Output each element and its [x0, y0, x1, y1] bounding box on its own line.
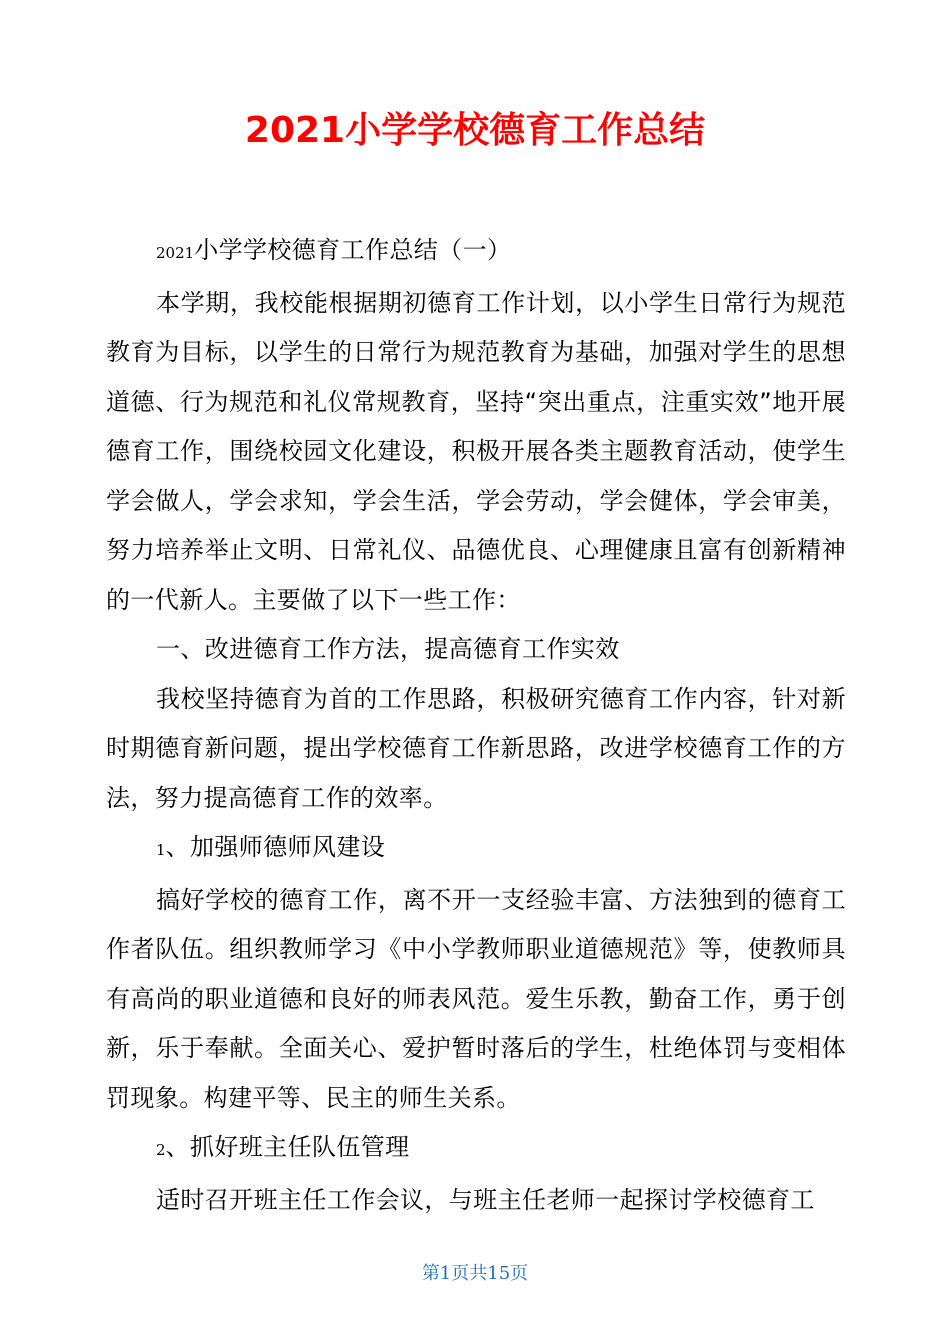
paragraph-intro: 本学期，我校能根据期初德育工作计划，以小学生日常行为规范教育为目标，以学生的日常行为规范教育为基础，加强对学生的思想道德、行为规范和礼仪常规教育，坚持“突出重点，注重实效”地开展德育工作，围绕校园文化建设，积极开展各类主题教育活动，使学生学会做人，学会求知，学会生活，学会劳动，学会健体，学会审美，努力培养举止文明、日常礼仪、品德优良、心理健康且富有创新精神的一代新人。主要做了以下一些工作：: [106, 288, 846, 614]
subtitle-number: 2021: [156, 244, 195, 262]
page-footer: 第1页共15页: [421, 1263, 529, 1284]
item-two-text: 、抓好班主任队伍管理: [165, 1133, 410, 1161]
section-subtitle: [106, 226, 846, 279]
paragraph-teacher-ethics: 搞好学校的德育工作，离不开一支经验丰富、方法独到的德育工作者队伍。组织教师学习《中小学教师职业道德规范》等，使教师具有高尚的职业道德和良好的师表风范。爱生乐教，勤奋工作，勇于创新，乐于奉献。全面关心、爱护暂时落后的学生，杜绝体罚与变相体罚现象。构建平等、民主的师生关系。: [106, 885, 846, 1112]
item-two-number: 2: [156, 1141, 166, 1159]
document-body: [106, 226, 846, 1225]
paragraph-method: 我校坚持德育为首的工作思路，积极研究德育工作内容，针对新时期德育新问题，提出学校德育工作新思路，改进学校德育工作的方法，努力提高德育工作的效率。: [106, 684, 846, 812]
item-one-number: 1: [156, 841, 166, 859]
subtitle-text: 小学学校德育工作总结（一）: [194, 236, 512, 264]
document-title: 2021小学学校德育工作总结: [244, 110, 706, 151]
paragraph-class-teacher: 适时召开班主任工作会议，与班主任老师一起探讨学校德育工: [156, 1185, 815, 1214]
heading-item-two: [106, 1123, 846, 1176]
heading-item-one: [106, 823, 846, 876]
item-one-text: 、加强师德师风建设: [165, 833, 386, 861]
heading-section-one: 一、改进德育工作方法，提高德育工作实效: [156, 635, 620, 663]
